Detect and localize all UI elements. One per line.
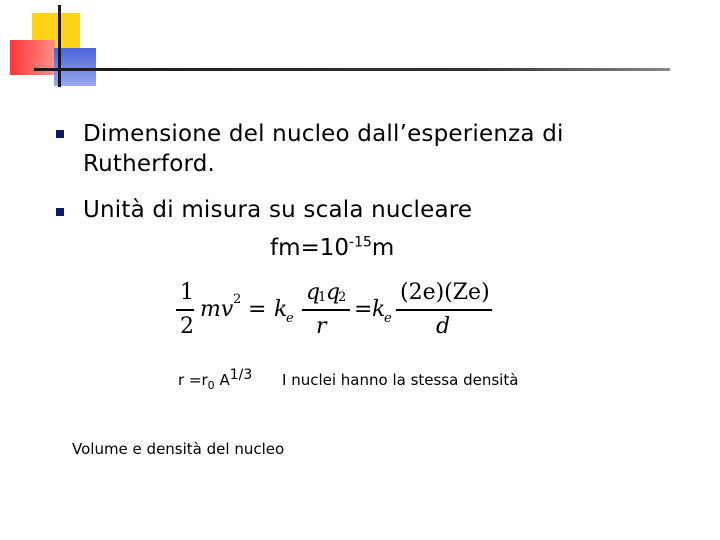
fm-base: fm=10 [270,235,350,261]
equals-sign-2: = [354,297,373,322]
bullet-2-text: Unità di misura su scala nucleare [83,197,473,223]
decor-vertical-line [58,5,61,87]
title-divider-line [34,68,670,71]
fraction-bar-charges [396,309,492,311]
radius-r: r =r [178,371,208,389]
coulomb-k-1: k [274,297,288,322]
bullet-marker-2 [56,208,64,216]
bullet-marker-1 [56,130,64,138]
volume-density-caption: Volume e densità del nucleo [72,440,285,458]
term-mv-square: 2 [233,292,242,307]
fm-exponent: -15 [349,234,372,251]
fraction-bar-q [302,309,350,311]
equals-sign-1: = [248,297,267,322]
bullet-1-line-1: Dimensione del nucleo dall’esperienza di [83,121,564,147]
frac-denominator-two: 2 [180,314,194,339]
coulomb-k-1-sub: e [286,311,294,326]
frac-numerator-one: 1 [180,280,194,305]
radius-a: A [214,371,230,389]
coulomb-k-2-sub: e [384,311,392,326]
charge-q2: q [326,280,341,305]
fraction-bar-half [176,309,194,311]
femtometer-definition [270,234,394,262]
same-density-note: I nuclei hanno la stessa densità [282,371,519,389]
radius-r0-sub: 0 [207,379,215,392]
charge-product: (2e)(Ze) [400,280,490,305]
distance-d: d [436,314,451,339]
bullet-1-line-2: Rutherford. [83,151,216,177]
term-mv: mv [200,297,234,322]
charge-q1: q [306,280,321,305]
charge-q1-sub: 1 [318,290,327,305]
fm-unit: m [371,235,395,261]
nuclear-radius-formula [178,367,253,392]
charge-q2-sub: 2 [338,290,347,305]
distance-r: r [316,314,327,339]
radius-exponent: 1/3 [229,367,253,383]
coulomb-k-2: k [372,297,386,322]
rutherford-formula [170,278,500,348]
